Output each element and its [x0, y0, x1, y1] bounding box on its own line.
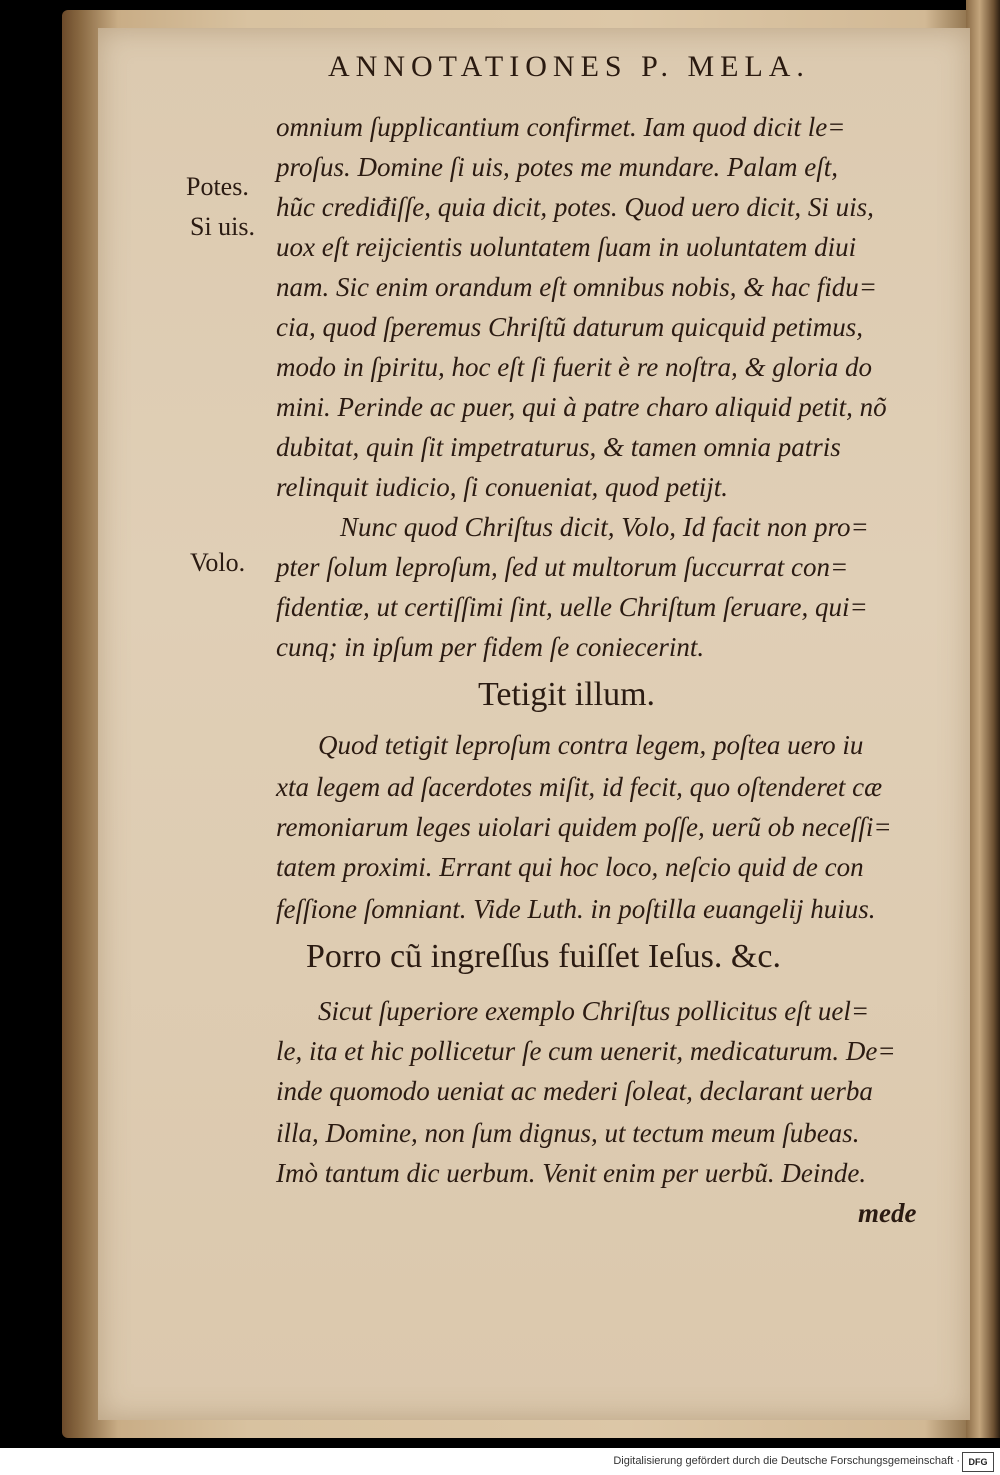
- text-line: cia, quod ſperemus Chriſtũ daturum quicquid petimus,: [276, 312, 863, 342]
- footer-credit: Digitalisierung gefördert durch die Deutsche Forschungsgemeinschaft ·: [613, 1455, 960, 1467]
- text-line: pter ſolum leproſum, ſed ut multorum ſuccurrat con=: [276, 552, 849, 582]
- text-line: feſſione ſomniant. Vide Luth. in poſtilla euangelij huius.: [276, 894, 876, 924]
- text-line: fidentiæ, ut certiſſimi ſint, uelle Chriſtum ſeruare, qui=: [276, 592, 868, 622]
- text-line: hũc crediđiſſe, quia dicit, potes. Quod uero dicit, Si uis,: [276, 192, 874, 222]
- margin-note-volo: Volo.: [190, 548, 246, 577]
- text-line: illa, Domine, non ſum dignus, ut tectum meum ſubeas.: [276, 1118, 860, 1148]
- text-line: Quod tetigit leproſum contra legem, poſtea uero iu: [318, 730, 864, 760]
- text-line: Sicut ſuperiore exemplo Chriſtus pollicitus eſt uel=: [318, 996, 870, 1026]
- catchword: mede: [858, 1198, 917, 1228]
- text-line: dubitat, quin ſit impetraturus, & tamen omnia patris: [276, 432, 841, 462]
- running-head: ANNOTATIONES P. MELA.: [328, 50, 810, 83]
- margin-note-si-uis: Si uis.: [190, 212, 256, 241]
- text-line: omnium ſupplicantium confirmet. Iam quod dicit le=: [276, 112, 846, 142]
- text-line: le, ita et hic pollicetur ſe cum uenerit, medicaturum. De=: [276, 1036, 896, 1066]
- text-line: modo in ſpiritu, hoc eſt ſi fuerit è re noſtra, & gloria do: [276, 352, 872, 382]
- text-line: nam. Sic enim orandum eſt omnibus nobis, & hac fidu=: [276, 272, 877, 302]
- text-line: remoniarum leges uiolari quidem poſſe, uerũ ob neceſſi=: [276, 812, 892, 842]
- section-heading: Porro cũ ingreſſus fuiſſet Ieſus. &c.: [306, 938, 781, 975]
- margin-note-potes: Potes.: [186, 172, 249, 201]
- dfg-logo: DFG: [962, 1452, 994, 1472]
- section-heading: Tetigit illum.: [478, 676, 656, 713]
- text-line: mini. Perinde ac puer, qui à patre charo aliquid petit, nõ: [276, 392, 887, 422]
- text-line: xta legem ad ſacerdotes miſit, id fecit, quo oſtenderet cæ: [276, 772, 883, 802]
- text-line: Imò tantum dic uerbum. Venit enim per uerbũ. Deinde.: [276, 1158, 867, 1188]
- text-line: inde quomodo ueniat ac mederi ſoleat, declarant uerba: [276, 1076, 873, 1106]
- text-line: relinquit iudicio, ſi conueniat, quod petijt.: [276, 472, 728, 502]
- text-line: proſus. Domine ſi uis, potes me mundare. Palam eſt,: [276, 152, 838, 182]
- text-line: uox eſt reijcientis uoluntatem ſuam in uoluntatem diui: [276, 232, 857, 262]
- text-line: Nunc quod Chriſtus dicit, Volo, Id facit non pro=: [340, 512, 869, 542]
- page-edge: [966, 0, 1000, 1438]
- text-line: cunq; in ipſum per fidem ſe coniecerint.: [276, 632, 705, 662]
- text-line: tatem proximi. Errant qui hoc loco, neſcio quid de con: [276, 852, 864, 882]
